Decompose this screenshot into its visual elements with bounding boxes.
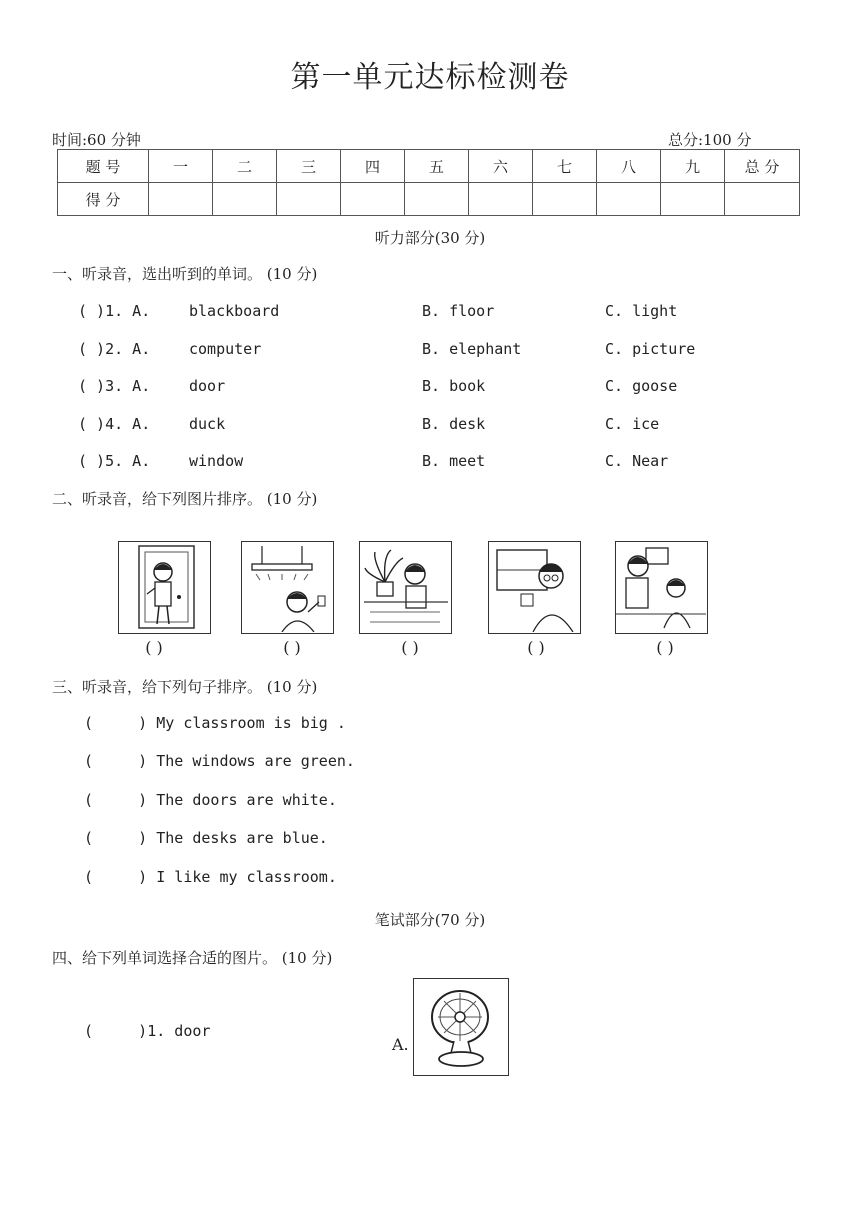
score-row-label: 得 分 — [58, 183, 149, 216]
sentence-item: ( ) I like my classroom. — [84, 868, 337, 886]
option-c: C. light — [605, 302, 678, 320]
score-cell[interactable] — [533, 183, 597, 216]
question-number: ( )4. A. — [78, 415, 151, 433]
option-c: C. goose — [605, 377, 678, 395]
score-cell[interactable] — [469, 183, 533, 216]
section3-heading: 三、听录音，给下列句子排序。 (10 分) — [52, 678, 318, 696]
time-label: 时间:60 分钟 — [52, 131, 141, 149]
fan-icon — [414, 979, 506, 1073]
word-item: ( )1. door — [84, 1022, 211, 1040]
listening-part-header: 听力部分(30 分) — [374, 229, 486, 247]
option-a-label: A. — [392, 1035, 409, 1054]
order-blank[interactable]: ( ) — [401, 638, 419, 657]
option-a: window — [189, 452, 244, 470]
score-cell[interactable] — [149, 183, 213, 216]
picture-fan — [413, 978, 509, 1076]
score-cell[interactable] — [597, 183, 661, 216]
section1-heading: 一、听录音，选出听到的单词。 (10 分) — [52, 265, 318, 283]
written-part-header: 笔试部分(70 分) — [374, 911, 486, 929]
picture-children-with-picture — [615, 541, 708, 634]
order-blank[interactable]: ( ) — [527, 638, 545, 657]
option-a: door — [189, 377, 226, 395]
picture-girl-watering-plant — [359, 541, 452, 634]
option-b: B. elephant — [422, 340, 522, 358]
sentence-item: ( ) The doors are white. — [84, 791, 337, 809]
score-header-cell: 六 — [469, 150, 533, 183]
sentence-item: ( ) My classroom is big . — [84, 714, 346, 732]
score-cell[interactable] — [405, 183, 469, 216]
option-b: B. floor — [422, 302, 495, 320]
girl-door-illustration — [119, 542, 209, 632]
score-header-cell: 一 — [149, 150, 213, 183]
section2-heading: 二、听录音，给下列图片排序。 (10 分) — [52, 490, 318, 508]
order-blank[interactable]: ( ) — [145, 638, 163, 657]
option-a: duck — [189, 415, 226, 433]
score-cell[interactable] — [213, 183, 277, 216]
option-b: B. book — [422, 377, 486, 395]
score-cell[interactable] — [725, 183, 800, 216]
score-cell[interactable] — [661, 183, 725, 216]
option-c: C. ice — [605, 415, 660, 433]
score-cell[interactable] — [277, 183, 341, 216]
score-header-cell: 四 — [341, 150, 405, 183]
children-picture-illustration — [616, 542, 706, 632]
option-a: computer — [189, 340, 262, 358]
score-header-cell: 二 — [213, 150, 277, 183]
score-header-cell: 九 — [661, 150, 725, 183]
picture-girl-at-door — [118, 541, 211, 634]
order-blank[interactable]: ( ) — [656, 638, 674, 657]
score-table — [57, 149, 800, 216]
option-a: blackboard — [189, 302, 280, 320]
score-header-cell: 题 号 — [58, 150, 149, 183]
option-c: C. picture — [605, 340, 696, 358]
score-cell[interactable] — [341, 183, 405, 216]
picture-boy-light-switch — [241, 541, 334, 634]
sentence-item: ( ) The desks are blue. — [84, 829, 328, 847]
sentence-item: ( ) The windows are green. — [84, 752, 355, 770]
girl-plant-illustration — [360, 542, 450, 632]
option-b: B. meet — [422, 452, 486, 470]
question-number: ( )3. A. — [78, 377, 151, 395]
score-header-cell: 三 — [277, 150, 341, 183]
score-header-cell: 五 — [405, 150, 469, 183]
score-header-cell: 总 分 — [725, 150, 800, 183]
option-b: B. desk — [422, 415, 486, 433]
question-number: ( )5. A. — [78, 452, 151, 470]
score-table-header-row — [58, 150, 800, 183]
order-blank[interactable]: ( ) — [283, 638, 301, 657]
option-c: C. Near — [605, 452, 669, 470]
section4-heading: 四、给下列单词选择合适的图片。 (10 分) — [52, 949, 333, 967]
score-table-score-row — [58, 183, 800, 216]
boy-light-illustration — [242, 542, 332, 632]
score-header-cell: 八 — [597, 150, 661, 183]
score-header-cell: 七 — [533, 150, 597, 183]
question-number: ( )2. A. — [78, 340, 151, 358]
question-number: ( )1. A. — [78, 302, 151, 320]
boy-window-illustration — [489, 542, 579, 632]
total-score-label: 总分:100 分 — [668, 131, 752, 149]
page-title: 第一单元达标检测卷 — [290, 60, 570, 95]
picture-boy-cleaning-window — [488, 541, 581, 634]
